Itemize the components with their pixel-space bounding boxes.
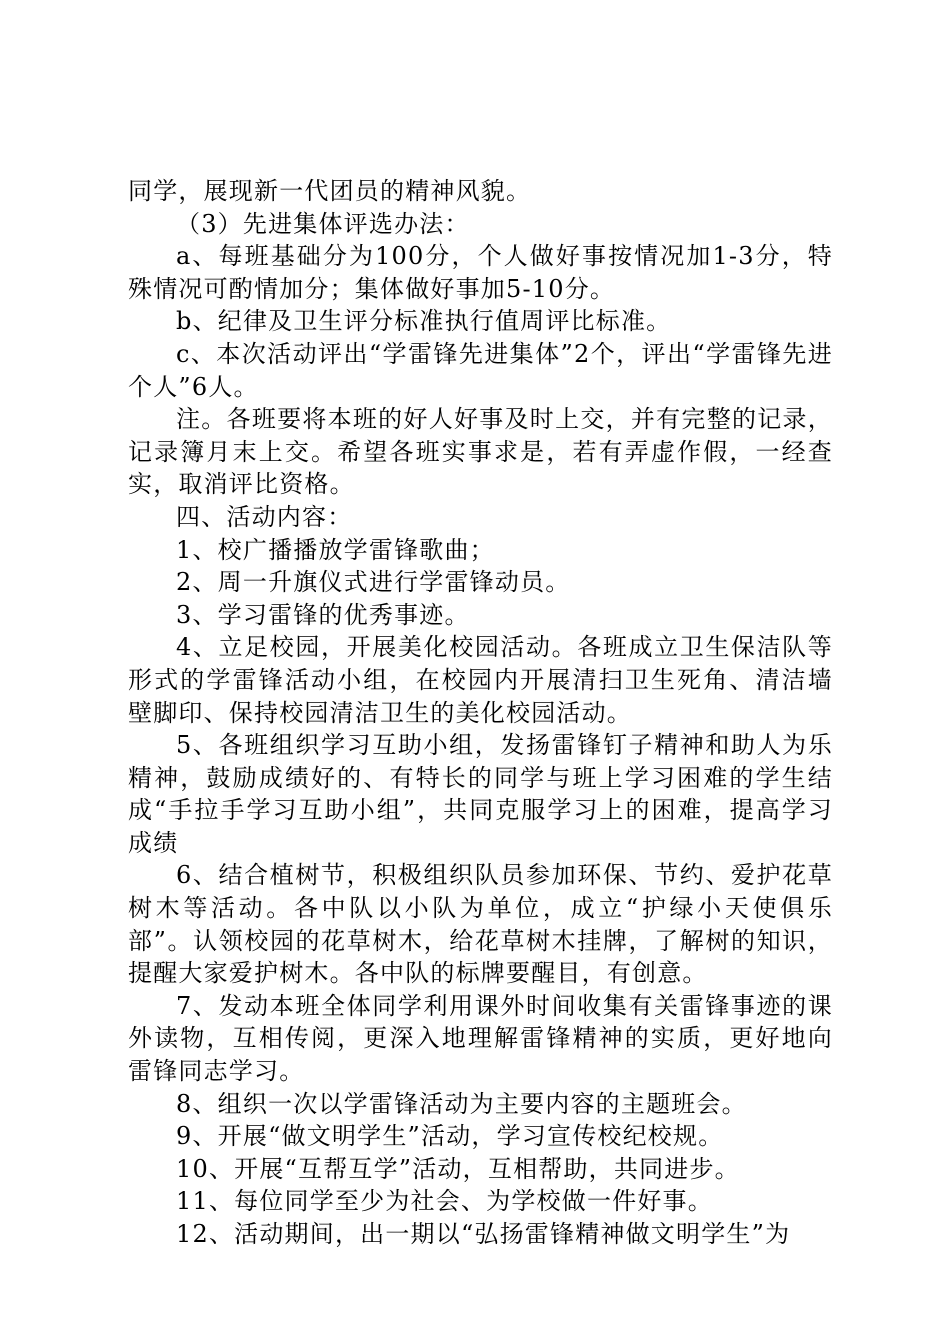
paragraph: a、每班基础分为100分，个人做好事按情况加1-3分，特殊情况可酌情加分；集体做好事加5-10分。 — [128, 242, 833, 303]
paragraph: 注。各班要将本班的好人好事及时上交，并有完整的记录，记录簿月末上交。希望各班实事求是，若有弄虚作假，一经查实，取消评比资格。 — [128, 405, 833, 499]
paragraph: （3）先进集体评选办法： — [176, 209, 470, 238]
list-item: 4、立足校园，开展美化校园活动。各班成立卫生保洁队等形式的学雷锋活动小组，在校园内开展清扫卫生死角、清洁墙壁脚印、保持校园清洁卫生的美化校园活动。 — [128, 633, 833, 727]
list-item: 5、各班组织学习互助小组，发扬雷锋钉子精神和助人为乐精神，鼓励成绩好的、有特长的同学与班上学习困难的学生结成“手拉手学习互助小组”，共同克服学习上的困难，提高学习成绩 — [128, 731, 833, 857]
paragraph: c、本次活动评出“学雷锋先进集体”2个，评出“学雷锋先进个人”6人。 — [128, 339, 833, 401]
list-item: 7、发动本班全体同学利用课外时间收集有关雷锋事迹的课外读物，互相传阅，更深入地理解雷锋精神的实质，更好地向雷锋同志学习。 — [128, 991, 833, 1086]
list-item: 11、每位同学至少为社会、为学校做一件好事。 — [176, 1187, 713, 1216]
paragraph: 同学，展现新一代团员的精神风貌。 — [128, 177, 532, 205]
list-item: 3、学习雷锋的优秀事迹。 — [176, 600, 470, 629]
list-item: 2、周一升旗仪式进行学雷锋动员。 — [176, 568, 571, 597]
section-heading: 四、活动内容： — [176, 502, 353, 531]
list-item: 1、校广播播放学雷锋歌曲； — [176, 535, 495, 564]
paragraph: b、纪律及卫生评分标准执行值周评比标准。 — [176, 307, 672, 336]
list-item: 12、活动期间，出一期以“弘扬雷锋精神做文明学生”为 — [176, 1220, 791, 1248]
document-body — [128, 175, 833, 1251]
list-item: 10、开展“互帮互学”活动，互相帮助，共同进步。 — [176, 1154, 740, 1183]
list-item: 8、组织一次以学雷锋活动为主要内容的主题班会。 — [176, 1089, 747, 1118]
list-item: 6、结合植树节，积极组织队员参加环保、节约、爱护花草树木等活动。各中队以小队为单位，成立“护绿小天使俱乐部”。认领校园的花草树木，给花草树木挂牌，了解树的知识，提醒大家爱护树木。各中队的标牌要醒目，有创意。 — [128, 861, 833, 988]
list-item: 9、开展“做文明学生”活动，学习宣传校纪校规。 — [176, 1122, 724, 1151]
